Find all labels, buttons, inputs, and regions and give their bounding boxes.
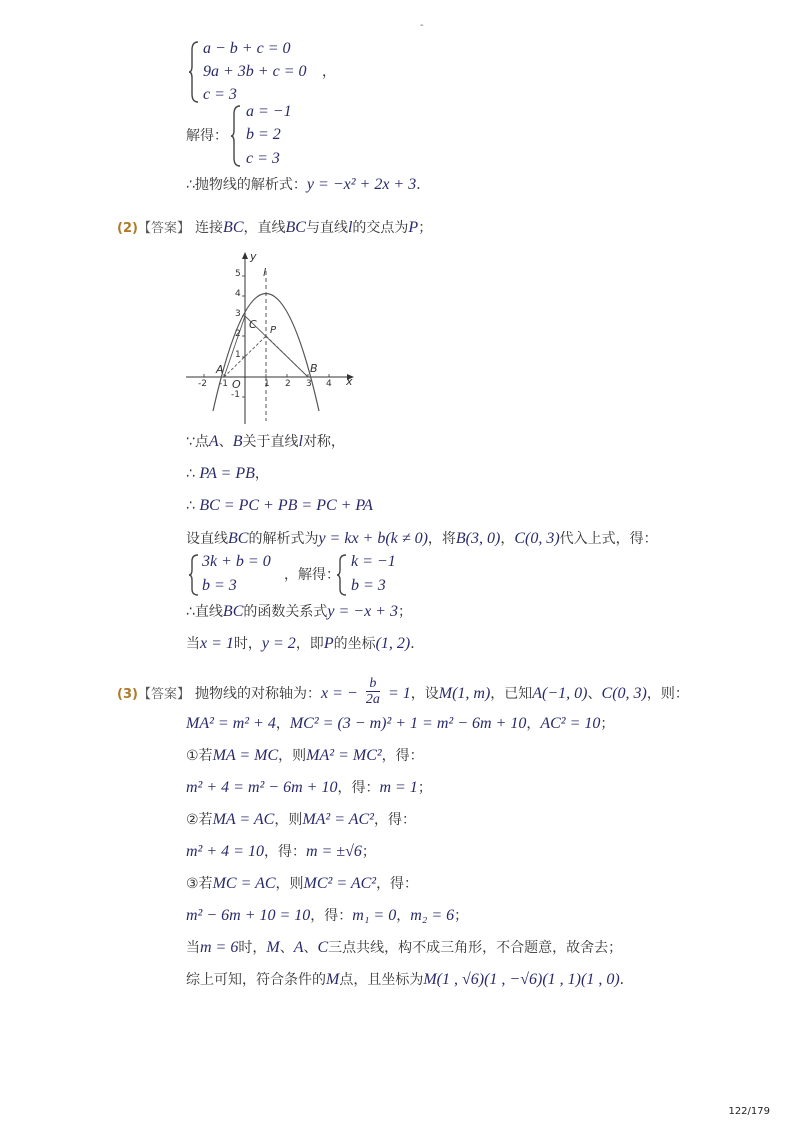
part2-intro: (2)【答案】 连接BC，直线BC与直线l的交点为P； xyxy=(117,219,433,236)
graph-y-label: y xyxy=(250,250,257,263)
system1-eq2: 9a + 3b + c = 0 xyxy=(203,63,307,80)
system4-eq2: b = 3 xyxy=(351,577,386,594)
part2-line2: ∴ PA = PB， xyxy=(186,465,269,482)
part2-line5: ∴直线BC的函数关系式y = −x + 3； xyxy=(186,603,412,620)
segment-ac xyxy=(224,316,245,377)
left-brace-icon xyxy=(336,553,348,597)
y-axis-arrow-icon xyxy=(242,252,248,259)
point-a-label: A xyxy=(216,363,224,376)
y-tick: 1 xyxy=(235,350,241,360)
part3-line-b: MA² = m² + 4，MC² = (3 − m)² + 1 = m² − 6m + 10，AC² = 10； xyxy=(186,715,615,732)
page-number: 122/179 xyxy=(728,1106,770,1117)
part3-label: (3)【答案】 xyxy=(117,687,190,702)
system3-mid: ，解得： xyxy=(284,567,340,583)
part3-line-g: ③若MC = AC，则MC² = AC²，得： xyxy=(186,875,419,892)
fraction-b-over-2a: $\frac{b}{2a}$ xyxy=(365,676,380,707)
graph-l-label: l xyxy=(263,266,267,279)
part3-line-h: m² − 6m + 10 = 10，得：m₁ = 0，m₂ = 6； xyxy=(186,907,469,924)
part3-line-c: ①若MA = MC，则MA² = MC²，得： xyxy=(186,747,424,764)
system1-eq3: c = 3 xyxy=(203,86,237,103)
x-tick: 2 xyxy=(285,379,291,389)
part3-line-f: m² + 4 = 10，得：m = ±√6； xyxy=(186,843,376,860)
graph-x-label: x xyxy=(346,375,353,388)
x-tick: -1 xyxy=(219,379,228,389)
system4-eq1: k = −1 xyxy=(351,553,396,570)
point-b-label: B xyxy=(310,362,318,375)
solve-label: 解得： xyxy=(186,128,228,144)
part3-line-a: (3)【答案】 抛物线的对称轴为：x = − $\frac{b}{2a}$ = 1，设M(1, m)，已知A(−1, 0)、C(0, 3)，则： xyxy=(117,676,689,707)
part3-line-j: 综上可知，符合条件的M点，且坐标为M(1 , √6)(1 , −√6)(1 , 1)(1 , 0)． xyxy=(186,971,634,988)
y-tick: 5 xyxy=(235,269,241,279)
system3-eq1: 3k + b = 0 xyxy=(202,553,271,570)
system3-eq2: b = 3 xyxy=(202,577,237,594)
x-tick: -2 xyxy=(198,379,207,389)
x-tick: 1 xyxy=(264,379,270,389)
system2-eq1: a = −1 xyxy=(246,103,292,120)
parabola-equation: y = −x² + 2x + 3 xyxy=(306,176,417,193)
system2-eq3: c = 3 xyxy=(246,150,280,167)
point-p-label: P xyxy=(270,325,277,336)
part3-line-i: 当m = 6时，M、A、C三点共线，构不成三角形，不合题意，故舍去； xyxy=(186,939,623,956)
part2-line6: 当x = 1时，y = 2，即P的坐标(1, 2)． xyxy=(186,635,425,652)
part2-line3: ∴ BC = PC + PB = PC + PA xyxy=(186,497,373,514)
point-c-label: C xyxy=(249,318,257,331)
left-brace-icon xyxy=(230,104,242,168)
part3-line-d: m² + 4 = m² − 6m + 10，得：m = 1； xyxy=(186,779,432,796)
y-tick: 4 xyxy=(235,289,241,299)
parabola-graph xyxy=(186,246,361,426)
x-tick: 3 xyxy=(306,379,312,389)
y-tick: -1 xyxy=(231,390,240,400)
part2-line1: ∵点A、B关于直线l对称， xyxy=(186,433,345,450)
part3-line-e: ②若MA = AC，则MA² = AC²，得： xyxy=(186,811,416,828)
conclusion-line: ∴抛物线的解析式：y = −x² + 2x + 3． xyxy=(186,176,431,193)
system1-eq1: a − b + c = 0 xyxy=(203,40,291,57)
point-o-label: O xyxy=(232,378,241,391)
system1-tail: ， xyxy=(322,64,336,80)
system2-eq2: b = 2 xyxy=(246,126,281,143)
part2-line4: 设直线BC的解析式为y = kx + b(k ≠ 0)，将B(3, 0)，C(0, 3)代入上式，得： xyxy=(186,530,658,547)
y-tick: 3 xyxy=(235,309,241,319)
header-mark: - xyxy=(420,20,424,31)
y-tick: 2 xyxy=(235,329,241,339)
left-brace-icon xyxy=(188,553,200,597)
part2-label: (2)【答案】 xyxy=(117,221,190,236)
x-tick: 4 xyxy=(326,379,332,389)
left-brace-icon xyxy=(188,40,200,104)
